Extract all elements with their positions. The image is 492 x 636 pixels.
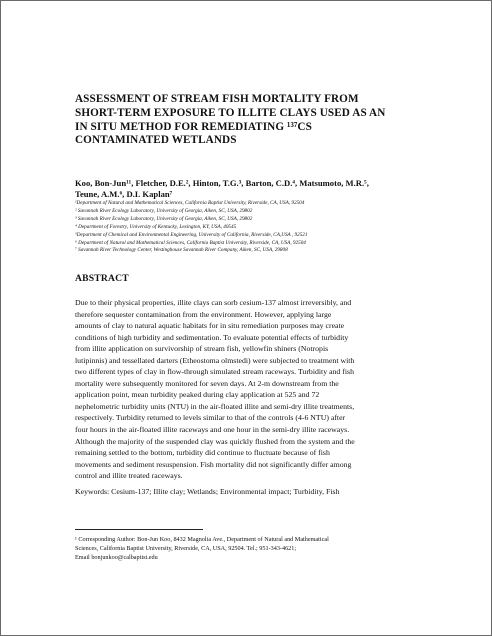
title-line: SHORT-TERM EXPOSURE TO ILLITE CLAYS USED AS AN [75, 106, 386, 119]
abstract-line: two different types of clay in flow-through simulated stream raceways. Turbidity and fish [75, 367, 354, 377]
affiliation: ⁶ Department of Natural and Mathematical Sciences, California Baptist University, Riverside, CA, USA, 92504 [75, 239, 306, 246]
abstract-line: Due to their physical properties, illite clays can sorb cesium-137 almost irreversibly, and [75, 298, 352, 307]
abstract-line: amounts of clay to natural aquatic habitats for in situ remediation purposes may create [75, 321, 345, 331]
author-list [75, 178, 425, 200]
title-line: CONTAMINATED WETLANDS [75, 134, 237, 147]
abstract-heading: ABSTRACT [75, 273, 129, 284]
abstract-line: application point, mean turbidity peaked during clay application at 525 and 72 [75, 390, 320, 400]
footnote-divider [75, 529, 203, 530]
affiliation: ² Savannah River Ecology Laboratory, University of Georgia, Aiken, SC, USA, 29802 [75, 207, 253, 214]
corresponding-author-footnote [75, 535, 425, 563]
abstract-line: Although the majority of the suspended clay was quickly flushed from the system and the [75, 436, 355, 446]
author-line: Koo, Bon-Jun¹¹, Fletcher, D.E.², Hinton, T.G.³, Barton, C.D.⁴, Matsumoto, M.R.⁵, [75, 178, 369, 188]
abstract-line: mortality were subsequently monitored for seven days. At 2-m downstream from the [75, 378, 339, 388]
abstract-line: respectively. Turbidity returned to levels similar to that of the controls (4-6 NTU) after [75, 413, 346, 423]
affiliation: ¹Department of Natural and Mathematical Sciences, California Baptist University, Riverside, CA, USA, 92504 [75, 200, 305, 206]
abstract-line: control and illite treated raceways. [75, 471, 183, 481]
abstract-line: nephelometric turbidity units (NTU) in the air-floated illite and semi-dry illite treatments, [75, 401, 355, 411]
author-line: Teune, A.M.⁶, D.I. Kaplan⁷ [75, 189, 173, 199]
abstract-line: conditions of high turbidity and sedimentation. To evaluate potential effects of turbidity [75, 332, 349, 342]
paper-title [75, 93, 435, 148]
affiliation: ⁴ Department of Forestry, University of Kentucky, Lexington, KY, USA, 40545 [75, 223, 237, 230]
abstract-line: four hours in the air-floated illite raceways and one hour in the semi-dry illite raceways. [75, 425, 350, 435]
abstract-line: movements and sediment resuspension. Fish mortality did not significantly differ among [75, 459, 352, 469]
keywords: Keywords: Cesium-137; Illite clay; Wetlands; Environmental impact; Turbidity, Fish [75, 487, 340, 496]
abstract-line: from illite application on survivorship of stream fish, yellowfin shiners (Notropis [75, 344, 329, 354]
affiliation: ⁷ Savannah River Technology Center, Westinghouse Savannah River Company, Aiken, SC, USA, 29808 [75, 247, 288, 254]
footnote-line: ¹ Corresponding Author: Bon-Jun Koo, 8432 Magnolia Ave., Department of Natural and Mathematical [75, 536, 329, 543]
title-line: IN SITU METHOD FOR REMEDIATING ¹³⁷CS [75, 120, 312, 133]
abstract-body [75, 297, 419, 482]
affiliation: ³ Savannah River Ecology Laboratory, University of Georgia, Aiken, SC, USA, 29802 [75, 215, 253, 222]
affiliation: ⁵Department of Chemical and Environmental Engineering, University of California, Riverside, CA,USA , 92521 [75, 231, 308, 238]
abstract-line: lutipinnis) and tessellated darters (Etheostoma olmstedi) were subjected to treatment with [75, 355, 355, 365]
footnote-line: Sciences, California Baptist University, Riverside, CA, USA, 92504. Tel.; 951-343-4621; [75, 545, 297, 553]
title-line: ASSESSMENT OF STREAM FISH MORTALITY FROM [75, 93, 359, 105]
abstract-line: therefore sequester contamination from the environment. However, applying large [75, 309, 332, 319]
footnote-line: Email bonjunkoo@calbaptist.edu [75, 554, 158, 562]
affiliation-list [75, 200, 435, 255]
abstract-line: remaining settled to the bottom, turbidity did continue to fluctuate because of fish [75, 448, 330, 458]
